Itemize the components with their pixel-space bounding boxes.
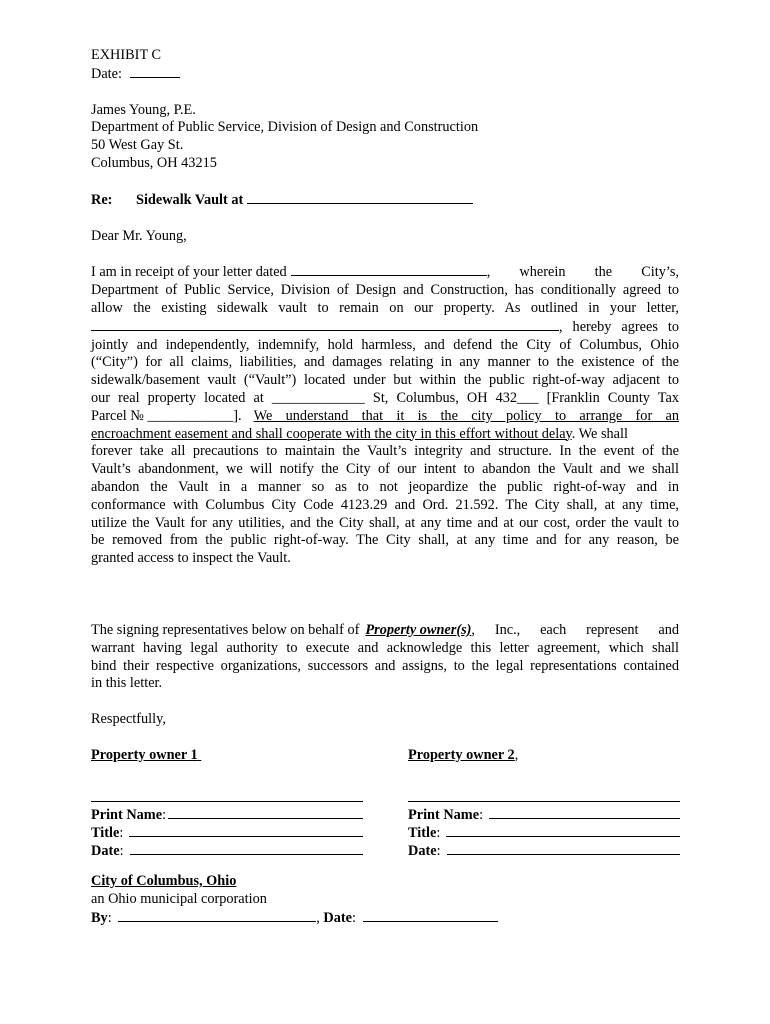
- p1-line-13: abandon the Vault in a manner so as to not jeopardize the public right-of-way and in: [91, 478, 679, 495]
- p2-l1-text-b: , Inc., each represent and: [471, 621, 679, 638]
- owner-2-title-row: [408, 824, 680, 842]
- colon: :: [436, 824, 441, 841]
- letter-date-blank[interactable]: [291, 263, 487, 276]
- owner-signatures: [91, 746, 679, 859]
- print-name-label: Print Name: [408, 806, 480, 823]
- colon: :: [162, 806, 167, 823]
- owner-2-print-name-field[interactable]: [489, 806, 680, 819]
- owner-1-title-row: [91, 824, 363, 842]
- owner-1-print-name-field[interactable]: [168, 806, 363, 819]
- p2-line-1: [91, 622, 679, 640]
- colon: :: [107, 909, 112, 926]
- title-label: Title: [91, 824, 120, 841]
- date-blank[interactable]: [130, 65, 180, 78]
- city-by-row: By: , Date:: [91, 909, 679, 928]
- date-label: Date:: [91, 65, 122, 82]
- signature-block: [91, 746, 679, 859]
- colon: :: [436, 842, 441, 859]
- recipient-address: [91, 102, 679, 173]
- city-date-field[interactable]: [363, 909, 498, 922]
- p2-line-3: bind their respective organizations, successors and assigns, to the legal representations contained: [91, 657, 679, 674]
- p1-line-11: forever take all precautions to maintain the Vault’s integrity and structure. In the event of the: [91, 443, 679, 460]
- p1-line-17: granted access to inspect the Vault.: [91, 550, 291, 567]
- header: [91, 47, 679, 84]
- p1-line-4: [91, 318, 679, 337]
- p1-line-5: jointly and independently, indemnify, hold harmless, and defend the City of Columbus, Ohio: [91, 336, 679, 353]
- owner-1-date-field[interactable]: [130, 842, 363, 855]
- vault-address-blank[interactable]: [247, 191, 473, 204]
- re-label: Re:: [91, 191, 113, 208]
- recipient-name: James Young, P.E.: [91, 101, 196, 118]
- p1-l9-underlined: We understand that it is the city policy to arrange for an: [253, 407, 679, 424]
- owner-1-column: [91, 747, 363, 860]
- property-owner-blank[interactable]: [91, 318, 559, 331]
- colon: :: [119, 824, 124, 841]
- property-owner-placeholder: Property owner(s): [365, 621, 472, 638]
- colon: :: [352, 909, 356, 926]
- owner-2-heading-line: [408, 747, 680, 765]
- p1-l10-text: . We shall: [571, 425, 628, 442]
- p1-l1-text: I am in receipt of your letter dated: [91, 264, 287, 281]
- title-label: Title: [408, 824, 437, 841]
- date-line: [91, 65, 679, 84]
- city-subheading: an Ohio municipal corporation: [91, 890, 267, 907]
- p1-line-2: Department of Public Service, Division of Design and Construction, has conditionally agreed to: [91, 282, 679, 299]
- owner-2-date-field[interactable]: [447, 842, 680, 855]
- p1-line-6: (“City”) for all claims, liabilities, and damages relating in any manner to the existence of the: [91, 354, 679, 371]
- owner-2-signature-line[interactable]: [408, 765, 680, 802]
- body-paragraph-2: [91, 622, 679, 693]
- p2-l1-text: The signing representatives below on behalf of: [91, 621, 360, 638]
- body-paragraph-1: [91, 263, 679, 568]
- owner-2-print-name-row: [408, 806, 680, 824]
- recipient-city: Columbus, OH 43215: [91, 154, 217, 171]
- city-by-field[interactable]: [118, 909, 316, 922]
- p1-line-9: [91, 408, 679, 426]
- owner-2-column: [408, 747, 680, 860]
- p1-line-7: sidewalk/basement vault (“Vault”) located under but within the public right-of-way adjacent to: [91, 372, 679, 389]
- p1-l10-underlined: encroachment easement and shall cooperate with the city in this effort without delay: [91, 425, 572, 442]
- p1-line-15: utilize the Vault for any utilities, and the City shall, at any time and at our cost, order the vault to: [91, 514, 679, 531]
- owner-1-signature-line[interactable]: [91, 765, 363, 802]
- owner-2-suffix: ,: [514, 746, 519, 763]
- owner-1-print-name-row: [91, 806, 363, 824]
- p1-line-8: our real property located at _____________ St, Columbus, OH 432___ [Franklin County Tax: [91, 389, 679, 406]
- exhibit-title: EXHIBIT C: [91, 47, 162, 63]
- p2-line-2: warrant having legal authority to execute and acknowledge this letter agreement, which shall: [91, 639, 679, 656]
- p1-line-16: be removed from the public right-of-way. The City shall, at any time and for any reason, be: [91, 532, 679, 549]
- p1-line-10: [91, 426, 679, 444]
- date-label: Date: [408, 842, 437, 859]
- p1-line-1: [91, 263, 679, 282]
- p2-line-4: in this letter.: [91, 675, 163, 692]
- owner-2-title-field[interactable]: [446, 824, 680, 837]
- owner-1-heading: Property owner 1: [91, 746, 198, 763]
- p1-line-14: conformance with Columbus City Code 4123.29 and Ord. 21.592. The City shall, at any time,: [91, 496, 679, 513]
- city-signature-block: [91, 873, 679, 927]
- p1-l1-text-b: , wherein the City’s,: [486, 264, 679, 281]
- date-label: Date: [91, 842, 120, 859]
- owner-2-date-row: [408, 842, 680, 860]
- city-heading: City of Columbus, Ohio: [91, 872, 237, 889]
- letter-page: [91, 47, 679, 927]
- colon: :: [119, 842, 124, 859]
- city-date-label: Date: [323, 909, 352, 926]
- owner-1-date-row: [91, 842, 363, 860]
- recipient-department: Department of Public Service, Division of Design and Construction: [91, 119, 479, 136]
- re-line: [91, 191, 679, 210]
- owner-1-heading-line: [91, 747, 363, 765]
- owner-1-title-field[interactable]: [129, 824, 363, 837]
- owner-2-heading: Property owner 2: [408, 746, 515, 763]
- recipient-street: 50 West Gay St.: [91, 137, 184, 154]
- print-name-label: Print Name: [91, 806, 163, 823]
- colon: :: [479, 806, 484, 823]
- p1-l9-text: Parcel № ____________].: [91, 407, 242, 424]
- p1-line-12: Vault’s abandonment, we will notify the City of our intent to abandon the Vault and we shall: [91, 461, 679, 478]
- p1-l4-text: , hereby agrees to: [559, 318, 679, 335]
- salutation: Dear Mr. Young,: [91, 227, 187, 244]
- owner-1-heading-tail: [198, 747, 311, 765]
- re-subject: Sidewalk Vault at: [136, 191, 244, 208]
- by-label: By: [91, 909, 108, 926]
- p1-line-3: allow the existing sidewalk vault to remain on our property. As outlined in your letter,: [91, 299, 679, 316]
- closing: Respectfully,: [91, 711, 166, 728]
